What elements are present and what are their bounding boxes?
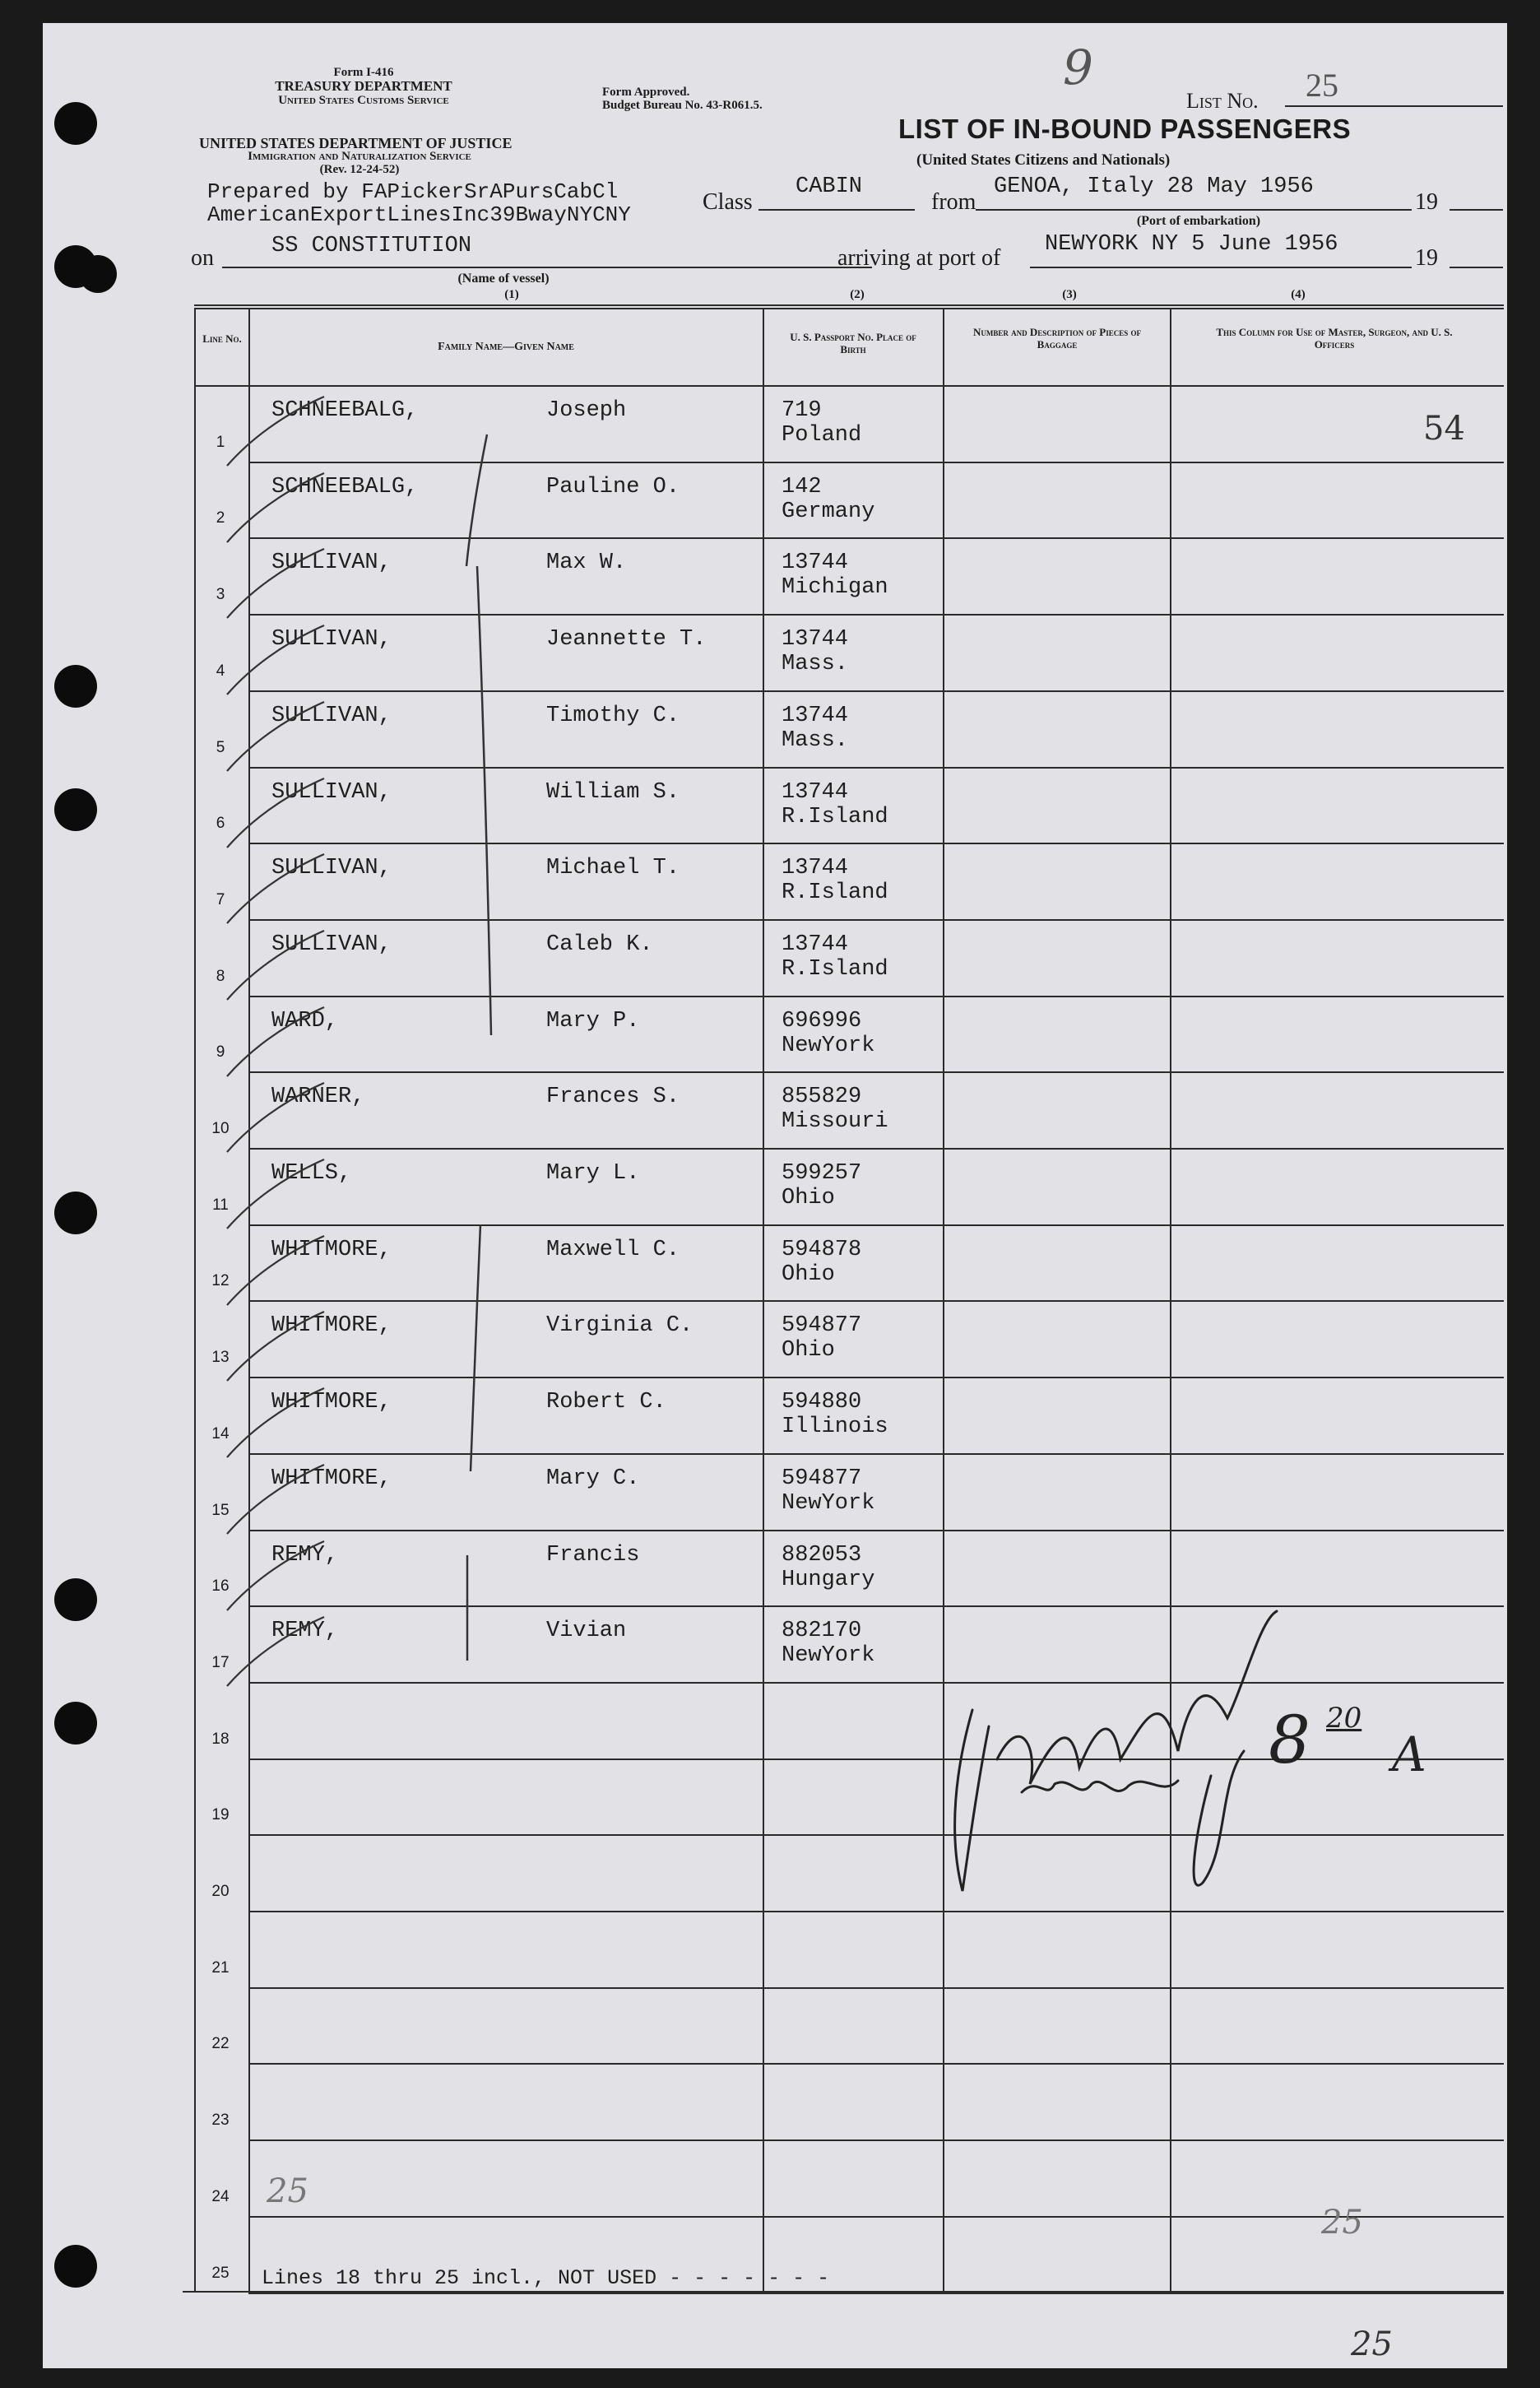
passport-number: 594880: [782, 1390, 862, 1415]
line-number: 17: [211, 1653, 230, 1671]
bracket-marks: [43, 23, 1507, 2368]
list-no-label: List No.: [1186, 89, 1259, 113]
family-name: SULLIVAN,: [271, 551, 392, 576]
page-title: LIST OF IN-BOUND PASSENGERS: [898, 114, 1352, 144]
line-number: 22: [211, 2035, 230, 2053]
line-number: 12: [211, 1272, 230, 1290]
line-number: 24: [211, 2187, 230, 2205]
place-of-birth: R.Island: [782, 804, 888, 829]
prepared-by: Prepared by FAPickerSrAPursCabCl: [207, 179, 619, 204]
col3-number: (3): [1062, 288, 1077, 301]
col4-number: (4): [1291, 288, 1306, 301]
prepared-by-company: AmericanExportLinesInc39BwayNYCNY: [207, 202, 631, 227]
line-number: 3: [216, 586, 225, 604]
header-name: Family Name—Given Name: [438, 341, 574, 353]
given-name: Jeannette T.: [546, 627, 707, 653]
family-name: SULLIVAN,: [271, 932, 392, 957]
line-number: 20: [211, 1883, 230, 1900]
passport-number: 13744: [782, 779, 849, 805]
passport-number: 696996: [782, 1008, 862, 1034]
line-number: 9: [216, 1043, 225, 1062]
form-approved: Form Approved.: [602, 86, 690, 99]
corner-mark: 9: [1063, 39, 1093, 95]
given-name: Virginia C.: [546, 1313, 693, 1339]
page-subtitle: (United States Citizens and Nationals): [916, 151, 1171, 169]
passport-number: 882170: [782, 1619, 862, 1644]
place-of-birth: Ohio: [782, 1338, 835, 1364]
class-value: CABIN: [796, 174, 863, 199]
family-name: WHITMORE,: [271, 1237, 392, 1262]
passport-number: 13744: [782, 703, 849, 728]
line-number: 23: [211, 2112, 230, 2130]
place-of-birth: NewYork: [782, 1490, 875, 1516]
form-number: Form I-416: [333, 66, 394, 79]
place-of-birth: Michigan: [782, 575, 888, 601]
given-name: Joseph: [546, 398, 627, 423]
port-embark-label: (Port of embarkation): [1136, 214, 1261, 228]
year-prefix: 19: [1415, 189, 1438, 215]
vessel-name: SS CONSTITUTION: [271, 234, 472, 258]
place-of-birth: Mass.: [782, 652, 849, 677]
given-name: Francis: [546, 1542, 640, 1568]
year-prefix-2: 19: [1415, 245, 1438, 271]
family-name: REMY,: [271, 1542, 339, 1568]
given-name: Vivian: [546, 1619, 627, 1644]
given-name: Robert C.: [546, 1390, 666, 1415]
given-name: Michael T.: [546, 856, 680, 881]
budget-bureau: Budget Bureau No. 43-R061.5.: [602, 99, 763, 112]
family-name: WHITMORE,: [271, 1466, 392, 1491]
given-name: Pauline O.: [546, 474, 680, 499]
given-name: Frances S.: [546, 1085, 680, 1110]
given-name: Max W.: [546, 551, 627, 576]
ins-name: Immigration and Naturalization Service: [248, 150, 471, 163]
passport-number: 594877: [782, 1466, 862, 1491]
rev-date: (Rev. 12-24-52): [319, 163, 400, 176]
passport-number: 13744: [782, 627, 849, 653]
dept-name: TREASURY DEPARTMENT: [275, 78, 452, 94]
place-of-birth: Ohio: [782, 1186, 835, 1210]
header-line-no: Line No.: [202, 332, 242, 345]
family-name: SULLIVAN,: [271, 779, 392, 805]
time-letter: A: [1392, 1726, 1426, 1782]
line-number: 5: [216, 738, 225, 756]
line-number: 18: [211, 1730, 230, 1748]
place-of-birth: Hungary: [782, 1567, 875, 1592]
family-name: SULLIVAN,: [271, 856, 392, 881]
given-name: Caleb K.: [546, 932, 653, 957]
bottom-mark: 25: [1351, 2325, 1393, 2363]
time-superscript: 20: [1326, 1702, 1362, 1735]
service-name: United States Customs Service: [278, 94, 449, 107]
given-name: Maxwell C.: [546, 1237, 680, 1262]
given-name: William S.: [546, 779, 680, 805]
passport-number: 13744: [782, 856, 849, 881]
place-of-birth: Mass.: [782, 727, 849, 753]
passport-number: 599257: [782, 1161, 862, 1186]
passport-number: 594878: [782, 1237, 862, 1262]
passport-number: 142: [782, 474, 822, 499]
line-number: 16: [211, 1577, 230, 1596]
from-value: GENOA, Italy 28 May 1956: [994, 174, 1314, 199]
family-name: SCHNEEBALG,: [271, 474, 419, 499]
passport-number: 13744: [782, 932, 849, 957]
passport-number: 855829: [782, 1085, 862, 1110]
count-mark: 54: [1423, 410, 1465, 448]
line-number: 7: [216, 890, 225, 908]
place-of-birth: R.Island: [782, 880, 888, 906]
line-number: 13: [211, 1349, 230, 1367]
line-number: 4: [216, 662, 225, 680]
line-number: 6: [216, 815, 225, 833]
passport-number: 594877: [782, 1313, 862, 1339]
on-label: on: [191, 245, 214, 271]
line-number: 25: [211, 2264, 230, 2282]
line-number: 8: [216, 967, 225, 985]
line-number: 19: [211, 1806, 230, 1824]
family-name: REMY,: [271, 1619, 339, 1644]
manifest-sheet: [43, 23, 1507, 2368]
family-name: WHITMORE,: [271, 1313, 392, 1339]
place-of-birth: NewYork: [782, 1033, 875, 1058]
place-of-birth: NewYork: [782, 1643, 875, 1669]
from-label: from: [931, 189, 976, 215]
family-name: WARNER,: [271, 1085, 365, 1110]
line-number: 14: [211, 1424, 230, 1443]
family-name: SULLIVAN,: [271, 703, 392, 728]
vessel-label: (Name of vessel): [457, 272, 550, 286]
passport-number: 13744: [782, 551, 849, 576]
family-name: SCHNEEBALG,: [271, 398, 419, 423]
class-label: Class: [703, 189, 753, 215]
line-number: 2: [216, 509, 225, 527]
family-name: WELLS,: [271, 1161, 352, 1186]
place-of-birth: Poland: [782, 423, 862, 448]
not-used-note: Lines 18 thru 25 incl., NOT USED - - - - - - -: [262, 2266, 830, 2290]
line-number: 1: [216, 433, 225, 451]
col2-number: (2): [850, 288, 865, 301]
list-no-value: 25: [1306, 67, 1338, 104]
given-name: Mary P.: [546, 1008, 640, 1034]
family-name: WHITMORE,: [271, 1390, 392, 1415]
time-mark: 8: [1269, 1702, 1310, 1778]
given-name: Timothy C.: [546, 703, 680, 728]
place-of-birth: Ohio: [782, 1261, 835, 1287]
given-name: Mary L.: [546, 1161, 640, 1186]
passport-number: 882053: [782, 1542, 862, 1568]
header-passport: U. S. Passport No. Place of Birth: [790, 331, 916, 355]
header-baggage: Number and Description of Pieces of Baggage: [973, 326, 1141, 351]
place-of-birth: Germany: [782, 499, 875, 524]
place-of-birth: R.Island: [782, 956, 888, 982]
place-of-birth: Missouri: [782, 1109, 888, 1135]
header-officers: This Column for Use of Master, Surgeon, and U. S. Officers: [1216, 326, 1453, 351]
line-number: 15: [211, 1501, 230, 1519]
passport-number: 719: [782, 398, 822, 423]
line-number: 21: [211, 1958, 230, 1977]
arriving-label: arriving at port of: [837, 245, 1001, 271]
given-name: Mary C.: [546, 1466, 640, 1491]
col1-number: (1): [504, 288, 519, 301]
line-number: 10: [211, 1120, 230, 1137]
family-name: WARD,: [271, 1008, 339, 1034]
place-of-birth: Illinois: [782, 1415, 888, 1440]
family-name: SULLIVAN,: [271, 627, 392, 653]
arrival-value: NEWYORK NY 5 June 1956: [1045, 232, 1338, 257]
stamp-left: 25: [267, 2172, 308, 2210]
line-number: 11: [212, 1196, 229, 1214]
justice-dept: UNITED STATES DEPARTMENT OF JUSTICE: [199, 135, 513, 151]
stamp-right: 25: [1321, 2204, 1363, 2242]
